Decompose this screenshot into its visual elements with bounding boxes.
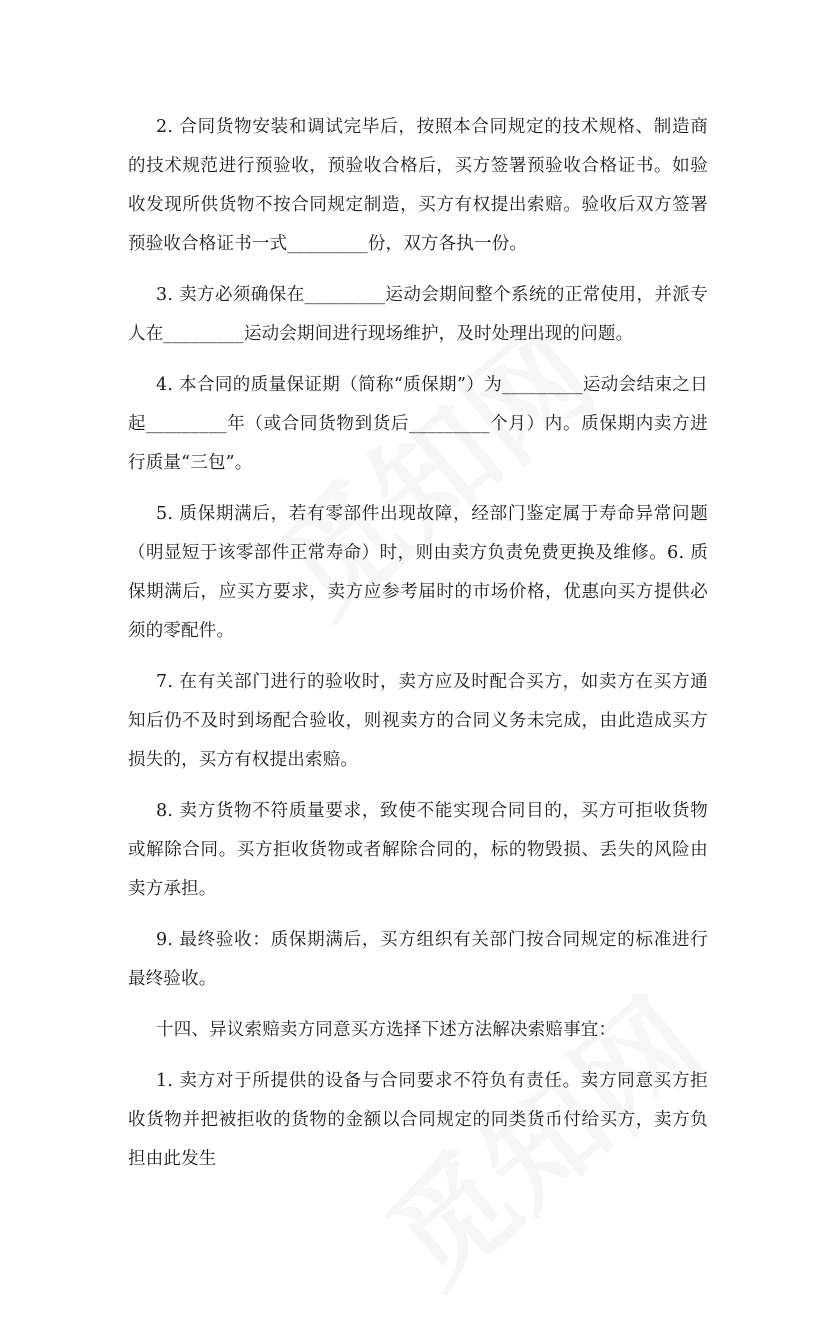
- paragraph-clause-5-6: 5. 质保期满后，若有零部件出现故障，经部门鉴定属于寿命异常问题（明显短于该零部件正常寿命）时，则由卖方负责免费更换及维修。6. 质保期满后，应买方要求，卖方应参考届时的市场价格，优惠向买方提供必须的零配件。: [128, 504, 708, 641]
- section-heading-14: 十四、异议索赔卖方同意买方选择下述方法解决索赔事宜：: [156, 1020, 617, 1040]
- document-body: [128, 108, 708, 1191]
- paragraph-claim-1: 1. 卖方对于所提供的设备与合同要求不符负有责任。卖方同意买方拒收货物并把被拒收的货物的金额以合同规定的同类货币付给买方，卖方负担由此发生: [128, 1071, 708, 1169]
- paragraph-clause-7: 7. 在有关部门进行的验收时，卖方应及时配合买方，如卖方在买方通知后仍不及时到场配合验收，则视卖方的合同义务未完成，由此造成买方损失的，买方有权提出索赔。: [128, 672, 708, 770]
- paragraph-clause-3: 3. 卖方必须确保在_________运动会期间整个系统的正常使用，并派专人在_________运动会期间进行现场维护，及时处理出现的问题。: [128, 285, 708, 344]
- paragraph-clause-8: 8. 卖方货物不符质量要求，致使不能实现合同目的，买方可拒收货物或解除合同。买方拒收货物或者解除合同的，标的物毁损、丢失的风险由卖方承担。: [128, 801, 708, 899]
- paragraph-clause-9: 9. 最终验收：质保期满后，买方组织有关部门按合同规定的标准进行最终验收。: [128, 930, 708, 989]
- paragraph-clause-2: 2. 合同货物安装和调试完毕后，按照本合同规定的技术规格、制造商的技术规范进行预验收，预验收合格后，买方签署预验收合格证书。如验收发现所供货物不按合同规定制造，买方有权提出索赔。验收后双方签署预验收合格证书一式_________份，双方各执一份。: [128, 117, 708, 254]
- paragraph-clause-4: 4. 本合同的质量保证期（简称“质保期”）为_________运动会结束之日起_________年（或合同货物到货后_________个月）内。质保期内卖方进行质量“三包”。: [128, 375, 708, 473]
